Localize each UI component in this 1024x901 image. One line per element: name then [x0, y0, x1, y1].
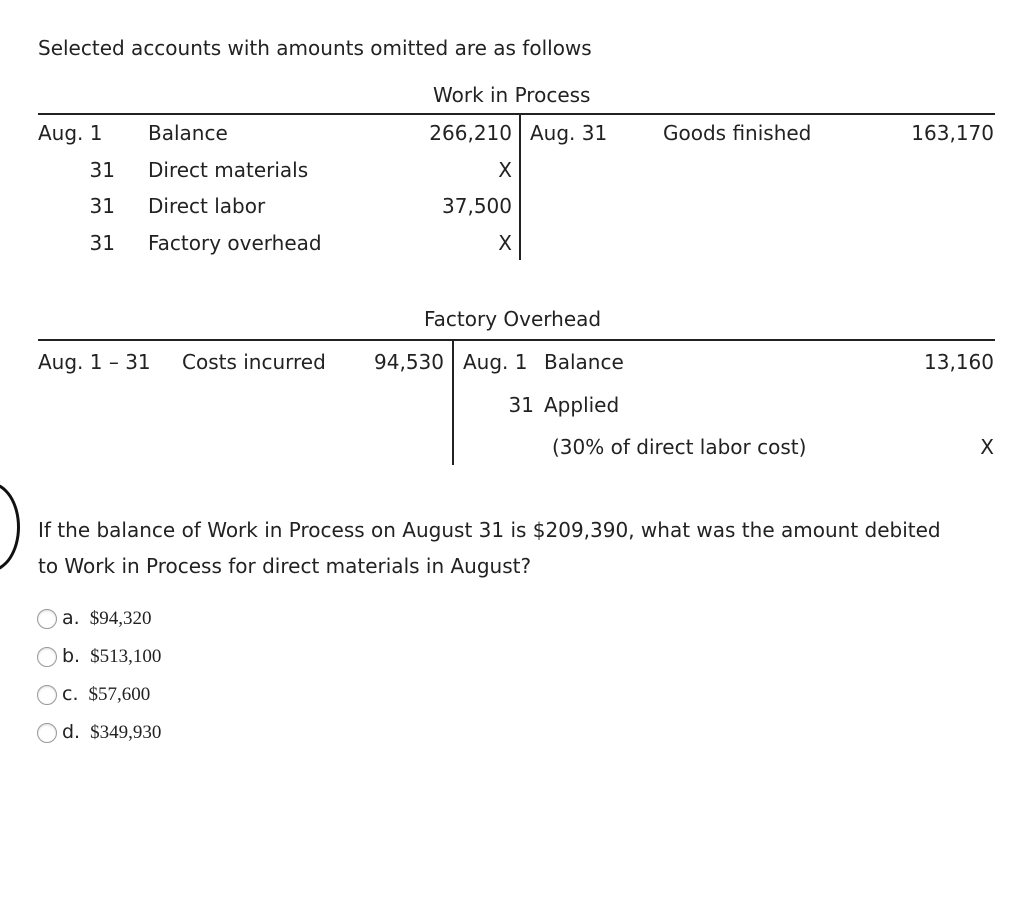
question-line-2: to Work in Process for direct materials in August?	[38, 554, 532, 578]
option-b[interactable]	[62, 642, 161, 668]
foh-applied-label: Applied	[544, 393, 620, 417]
option-amount: $513,100	[90, 646, 162, 667]
foh-credit-date: Aug. 1	[463, 350, 528, 374]
wip-top-rule	[38, 113, 995, 115]
option-letter: d.	[62, 721, 81, 743]
foh-debit-label: Costs incurred	[182, 350, 326, 374]
option-a[interactable]	[62, 604, 151, 630]
option-amount: $94,320	[89, 608, 152, 629]
wip-debit-amount: 37,500	[442, 194, 512, 218]
option-c-radio[interactable]	[37, 685, 57, 705]
wip-debit-label: Direct materials	[148, 158, 309, 182]
wip-debit-amount: X	[498, 231, 512, 255]
wip-divider	[519, 114, 521, 260]
option-d[interactable]	[62, 718, 161, 744]
foh-applied-note: (30% of direct labor cost)	[552, 435, 807, 459]
foh-credit-label: Balance	[544, 350, 624, 374]
intro-text: Selected accounts with amounts omitted are as follows	[38, 36, 592, 60]
wip-credit-label: Goods finished	[663, 121, 812, 145]
wip-debit-date: 31	[89, 194, 115, 218]
foh-divider	[452, 340, 454, 465]
wip-debit-date: 31	[89, 158, 115, 182]
option-c[interactable]	[62, 680, 150, 706]
option-d-radio[interactable]	[37, 723, 57, 743]
option-letter: a.	[62, 607, 80, 629]
option-letter: b.	[62, 645, 81, 667]
wip-debit-date: 31	[89, 231, 115, 255]
wip-credit-amount: 163,170	[911, 121, 994, 145]
wip-debit-date: Aug. 1	[38, 121, 103, 145]
question-line-1: If the balance of Work in Process on August 31 is $209,390, what was the amount debited	[38, 518, 941, 542]
foh-applied-amount: X	[980, 435, 994, 459]
foh-applied-date: 31	[508, 393, 534, 417]
option-letter: c.	[62, 683, 79, 705]
wip-title: Work in Process	[433, 83, 591, 107]
wip-debit-amount: 266,210	[429, 121, 512, 145]
wip-debit-label: Balance	[148, 121, 228, 145]
option-b-radio[interactable]	[37, 647, 57, 667]
foh-credit-amount: 13,160	[924, 350, 994, 374]
foh-debit-date: Aug. 1 – 31	[38, 350, 151, 374]
foh-debit-amount: 94,530	[374, 350, 444, 374]
foh-top-rule	[38, 339, 995, 341]
wip-credit-date: Aug. 31	[530, 121, 608, 145]
wip-debit-amount: X	[498, 158, 512, 182]
option-amount: $57,600	[88, 684, 151, 705]
option-amount: $349,930	[90, 722, 162, 743]
wip-debit-label: Direct labor	[148, 194, 266, 218]
question-marker-arc	[0, 482, 20, 572]
foh-title: Factory Overhead	[424, 307, 602, 331]
option-a-radio[interactable]	[37, 609, 57, 629]
wip-debit-label: Factory overhead	[148, 231, 322, 255]
